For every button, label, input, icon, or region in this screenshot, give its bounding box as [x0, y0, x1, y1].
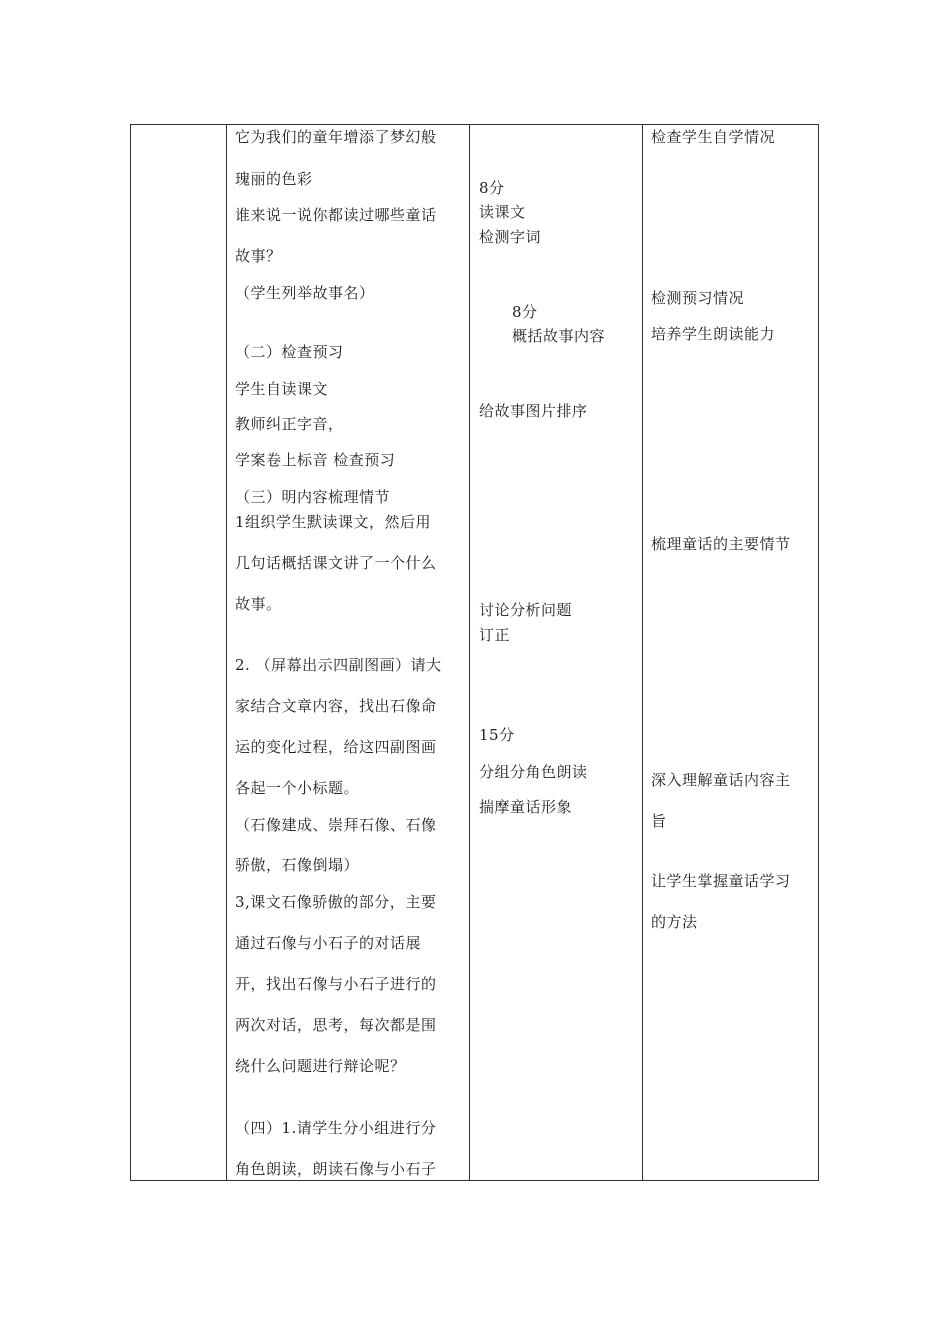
column-divider	[642, 125, 643, 1180]
activity-line: 检测字词	[479, 228, 542, 246]
process-line: （二）检查预习	[235, 343, 344, 361]
process-line: 家结合文章内容，找出石像命	[235, 697, 437, 715]
process-line: 瑰丽的色彩	[235, 170, 313, 188]
intent-line: 检查学生自学情况	[651, 128, 776, 146]
intent-line: 深入理解童话内容主	[651, 771, 791, 789]
process-line: 各起一个小标题。	[235, 779, 360, 797]
process-line: 它为我们的童年增添了梦幻般	[235, 128, 437, 146]
process-line: （四）1.请学生分小组进行分	[235, 1119, 437, 1137]
process-line: 通过石像与小石子的对话展	[235, 934, 422, 952]
process-line: 3,课文石像骄傲的部分，主要	[235, 893, 437, 911]
process-line: 学生自读课文	[235, 380, 329, 398]
activity-line: 订正	[479, 626, 511, 644]
process-line: 谁来说一说你都读过哪些童话	[235, 206, 437, 224]
process-line: 故事。	[235, 595, 282, 613]
process-line: （学生列举故事名）	[235, 284, 375, 302]
activity-line: 8分	[479, 179, 505, 197]
activity-line: 分组分角色朗读	[479, 763, 588, 781]
activity-line: 读课文	[479, 203, 526, 221]
process-line: 几句话概括课文讲了一个什么	[235, 554, 437, 572]
process-line: 运的变化过程，给这四副图画	[235, 738, 437, 756]
process-line: 教师纠正字音，	[235, 415, 344, 433]
activity-line: 讨论分析问题	[479, 601, 573, 619]
activity-line: 揣摩童话形象	[479, 798, 573, 816]
column-divider	[469, 125, 470, 1180]
intent-line: 培养学生朗读能力	[651, 325, 776, 343]
activity-line: 给故事图片排序	[479, 402, 588, 420]
process-line: （石像建成、崇拜石像、石像	[235, 816, 437, 834]
activity-line: 8分	[512, 303, 538, 321]
intent-line: 的方法	[651, 913, 698, 931]
process-line: 开，找出石像与小石子进行的	[235, 975, 437, 993]
process-line: 学案卷上标音 检查预习	[235, 451, 396, 469]
process-line: 故事？	[235, 247, 282, 265]
intent-line: 让学生掌握童话学习	[651, 872, 791, 890]
process-line: 骄傲，石像倒塌）	[235, 856, 360, 874]
process-line: 角色朗读，朗读石像与小石子	[235, 1160, 437, 1178]
activity-line: 15分	[479, 726, 515, 744]
column-divider	[226, 125, 227, 1180]
process-line: 1组织学生默读课文，然后用	[235, 513, 432, 531]
activity-line: 概括故事内容	[512, 327, 606, 345]
intent-line: 检测预习情况	[651, 289, 745, 307]
lesson-plan-table	[130, 124, 819, 1181]
process-line: 两次对话，思考，每次都是围	[235, 1016, 437, 1034]
process-line: 2. （屏幕出示四副图画）请大	[235, 656, 442, 674]
process-line: 绕什么问题进行辩论呢？	[235, 1057, 406, 1075]
intent-line: 梳理童话的主要情节	[651, 535, 791, 553]
intent-line: 旨	[651, 812, 667, 830]
process-line: （三）明内容梳理情节	[235, 488, 391, 506]
